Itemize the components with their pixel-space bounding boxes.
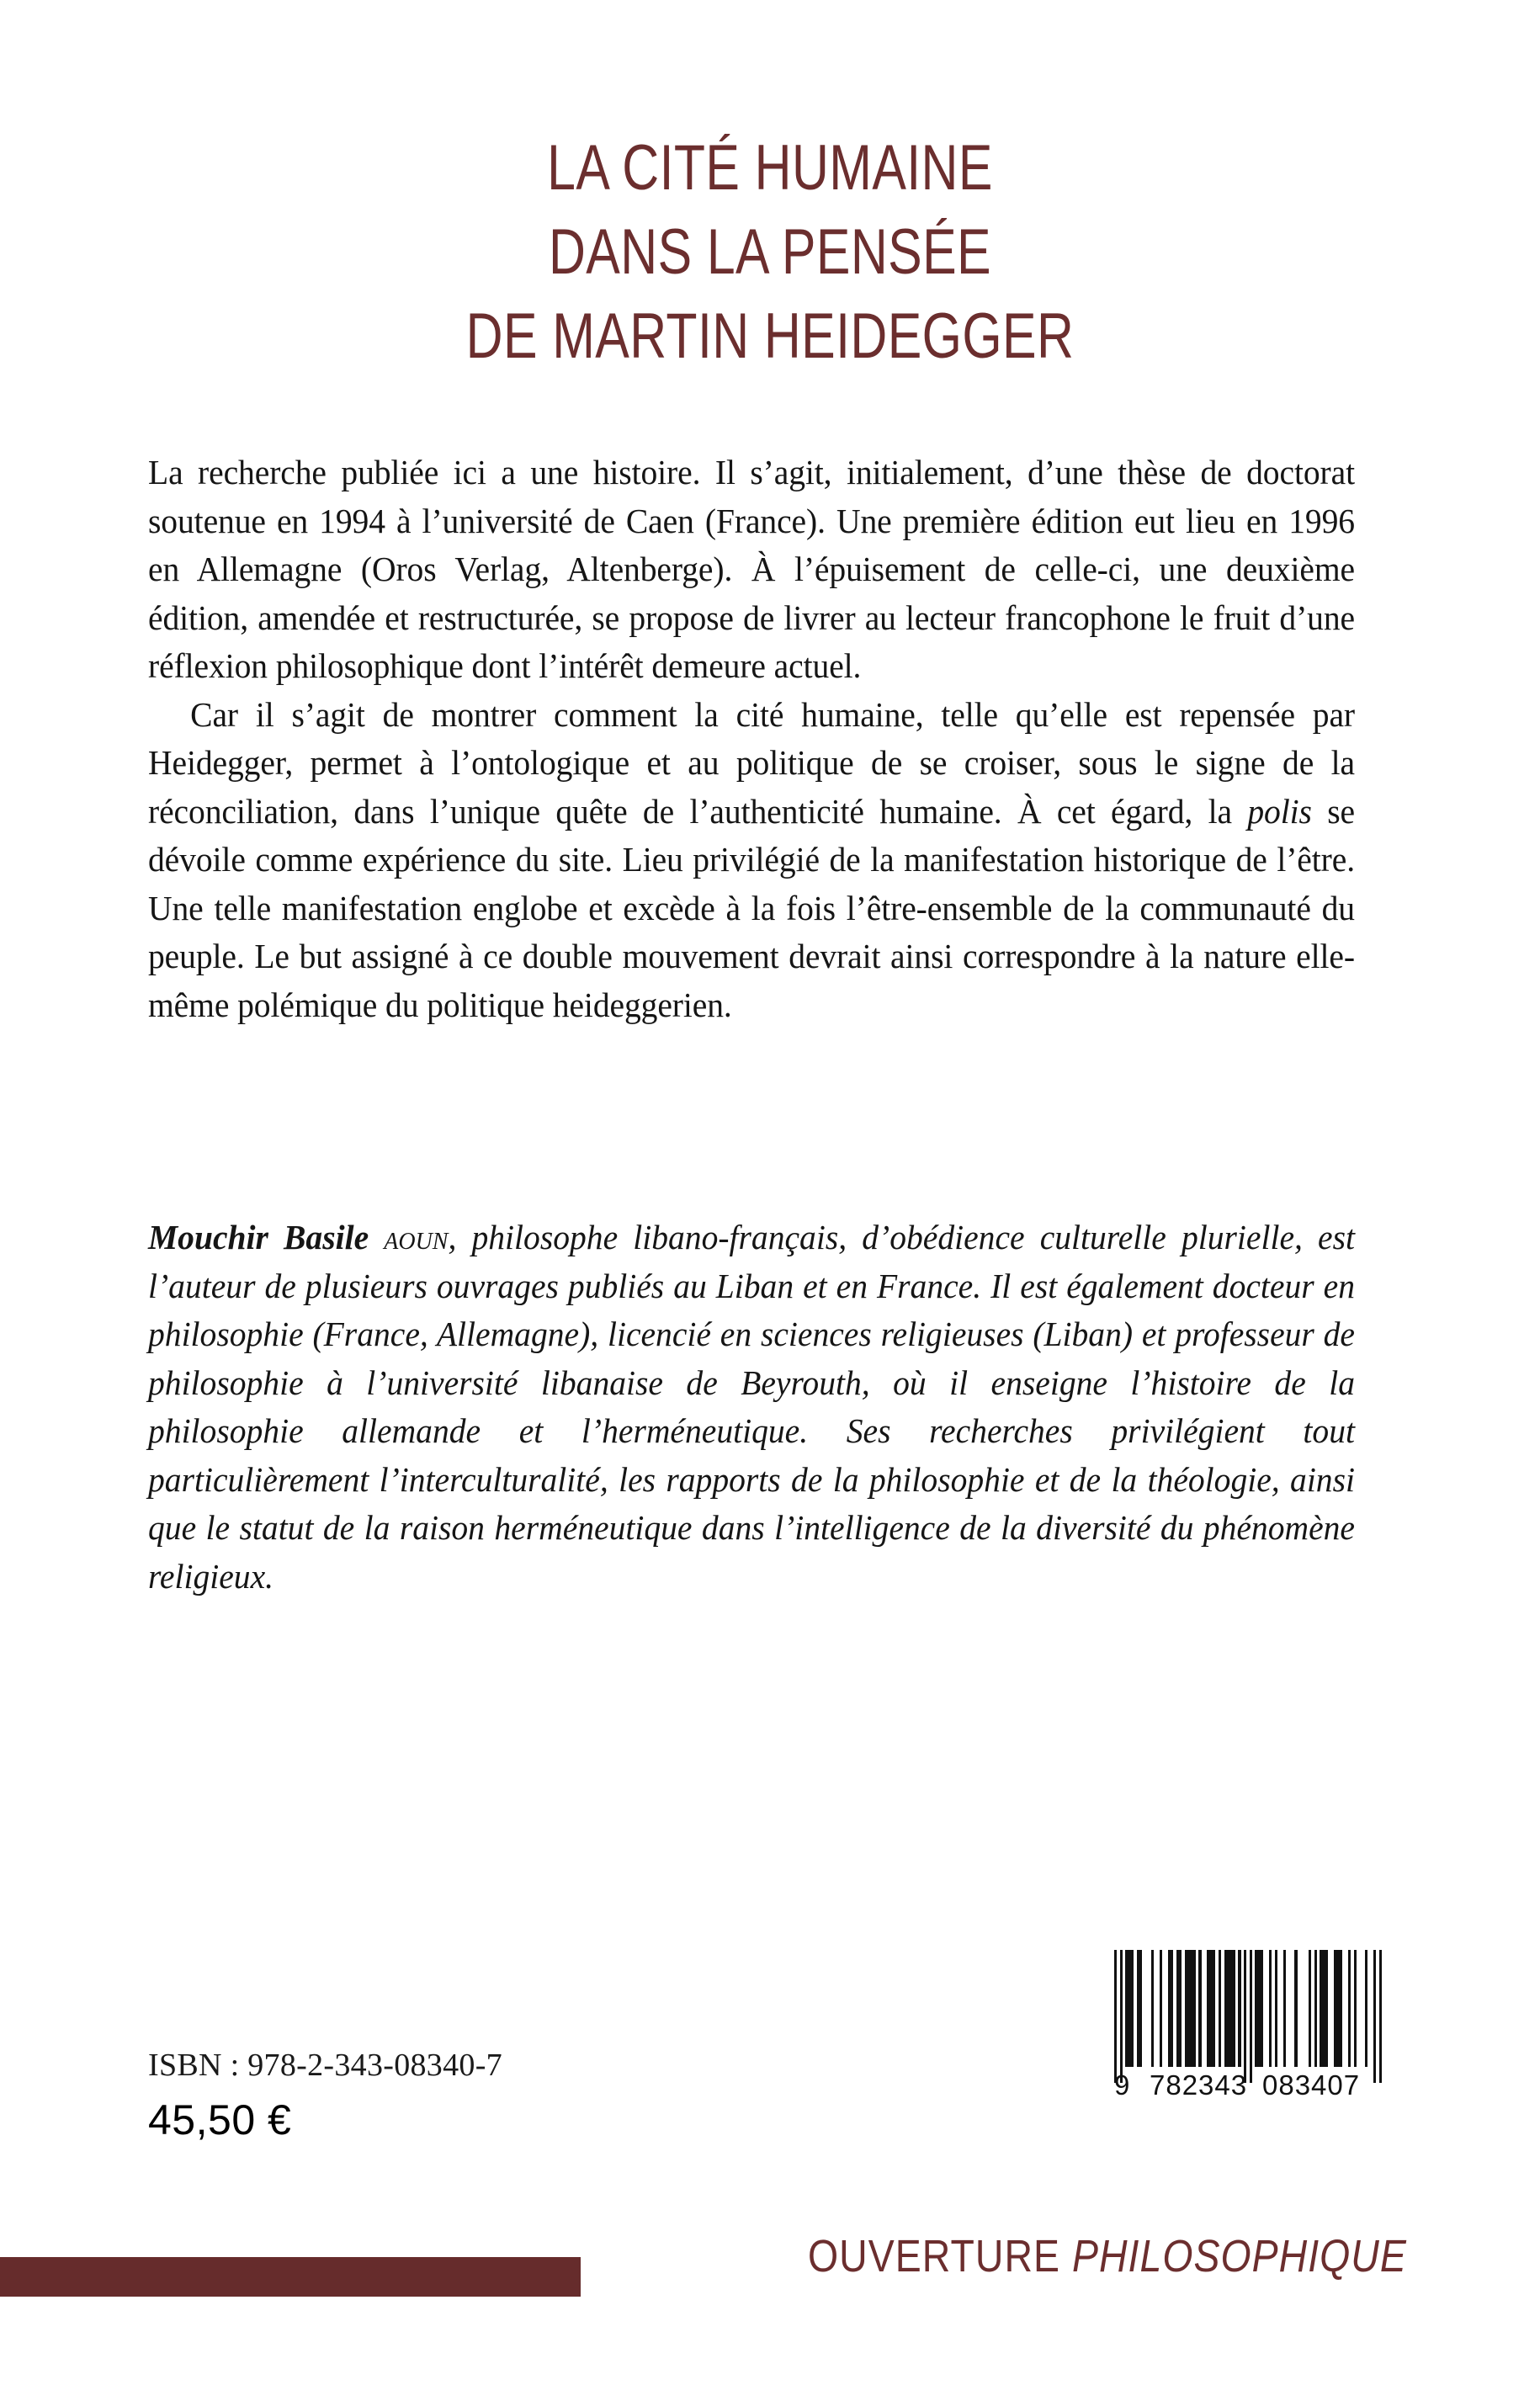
ean13-barcode (1114, 1950, 1382, 2101)
barcode-bar (1238, 1950, 1240, 2067)
author-first-names: Mouchir Basile (148, 1218, 369, 1256)
barcode-bar (1185, 1950, 1196, 2067)
author-surname: aoun (384, 1218, 449, 1256)
blurb-paragraph-1: La recherche publiée ici a une histoire. Il s’agit, initialement, d’une thèse de doctorat soutenue en 1994 à l’université de Caen (France). Une première édition eut lieu en 1996 en Allemagne (Oros Verlag, Altenberge). À l’épuisement de celle-ci, une deuxième édition, amendée et restructurée, se propose de livrer au lecteur francophone le fruit d’une réflexion philosophique dont l’intérêt demeure actuel. (148, 453, 1355, 685)
barcode-bar (1137, 1950, 1143, 2067)
barcode-bar (1198, 1950, 1201, 2067)
barcode-bar (1160, 1950, 1162, 2067)
blurb-paragraph-2-part-1: Car il s’agit de montrer comment la cité humaine, telle qu’elle est repensée par Heidegger, permet à l’ontologique et au politique de se croiser, sous le signe de la réconciliation, dans l’unique quête de l’authenticité humaine. À cet égard, la (148, 694, 1355, 831)
barcode-bar (1255, 1950, 1263, 2067)
price-label: 45,50 € (148, 2096, 292, 2143)
collection-word-ouverture: OUVERTURE (808, 2231, 1061, 2281)
barcode-bar (1114, 1950, 1117, 2083)
blurb-italic-term-polis: polis (1247, 791, 1312, 831)
title-line-2: DANS LA PENSÉE (549, 216, 991, 288)
blurb-paragraph-2-part-2: se dévoile comme expérience du site. Lieu privilégié de la manifestation historique de l’être. Une telle manifestation englobe et excède à la fois l’être-ensemble de la communauté du peuple. Le but assigné à ce double mouvement devrait ainsi correspondre à la nature elle-même polémique du politique heideggerien. (148, 791, 1355, 1024)
barcode-bar (1244, 1950, 1246, 2083)
barcode-bar (1219, 1950, 1221, 2067)
barcode-right-group: 083407 (1262, 2069, 1361, 2101)
barcode-bar (1151, 1950, 1154, 2067)
barcode-bar (1168, 1950, 1174, 2067)
isbn-number: ISBN : 978-2-343-08340-7 (148, 2048, 502, 2083)
barcode-bar (1250, 1950, 1252, 2083)
barcode-left-group: 782343 (1150, 2069, 1248, 2101)
barcode-digits (1114, 2069, 1382, 2101)
barcode-bar (1275, 1950, 1277, 2067)
barcode-bar (1365, 1950, 1367, 2067)
barcode-bar (1314, 1950, 1317, 2067)
title-line-1: LA CITÉ HUMAINE (547, 132, 993, 204)
publication-info (148, 2046, 502, 2143)
barcode-bar (1348, 1950, 1351, 2067)
footer-accent-bar (0, 2257, 581, 2297)
blurb-paragraph-2 (148, 691, 1355, 1030)
barcode-bar (1283, 1950, 1286, 2067)
barcode-bar (1120, 1950, 1123, 2083)
barcode-bar (1125, 1950, 1134, 2067)
barcode-lead-digit: 9 (1114, 2069, 1131, 2101)
barcode-bar (1354, 1950, 1357, 2067)
barcode-bar (1294, 1950, 1297, 2067)
barcode-bars (1114, 1950, 1382, 2067)
barcode-bar (1309, 1950, 1311, 2067)
barcode-bar (1207, 1950, 1215, 2067)
barcode-bar (1224, 1950, 1235, 2067)
barcode-bar (1373, 1950, 1376, 2083)
author-bio-body: , philosophe libano-français, d’obédience culturelle plurielle, est l’auteur de plusieurs ouvrages publiés au Liban et en France. Il est également docteur en philosophie (France, Allemagne), licencié en sciences religieuses (Liban) et professeur de philosophie à l’université libanaise de Beyrouth, où il enseigne l’histoire de la philosophie allemande et l’herméneutique. Ses recherches privilégient tout particulièrement l’interculturalité, les rapports de la philosophie et de la théologie, ainsi que le statut de la raison herméneutique dans l’intelligence de la diversité du phénomène religieux. (148, 1218, 1355, 1596)
collection-word-philosophique: PHILOSOPHIQUE (1071, 2231, 1407, 2281)
barcode-bar (1379, 1950, 1382, 2083)
author-biography (148, 1214, 1399, 1601)
blurb-text-column (148, 449, 1399, 1029)
barcode-bar (1334, 1950, 1342, 2067)
barcode-bar (1320, 1950, 1328, 2067)
title-line-3: DE MARTIN HEIDEGGER (465, 300, 1075, 372)
barcode-bar (1269, 1950, 1272, 2067)
barcode-bar (1176, 1950, 1182, 2067)
author-bio-paragraph (148, 1214, 1355, 1601)
book-title (0, 126, 1540, 379)
collection-name (808, 2230, 1407, 2282)
